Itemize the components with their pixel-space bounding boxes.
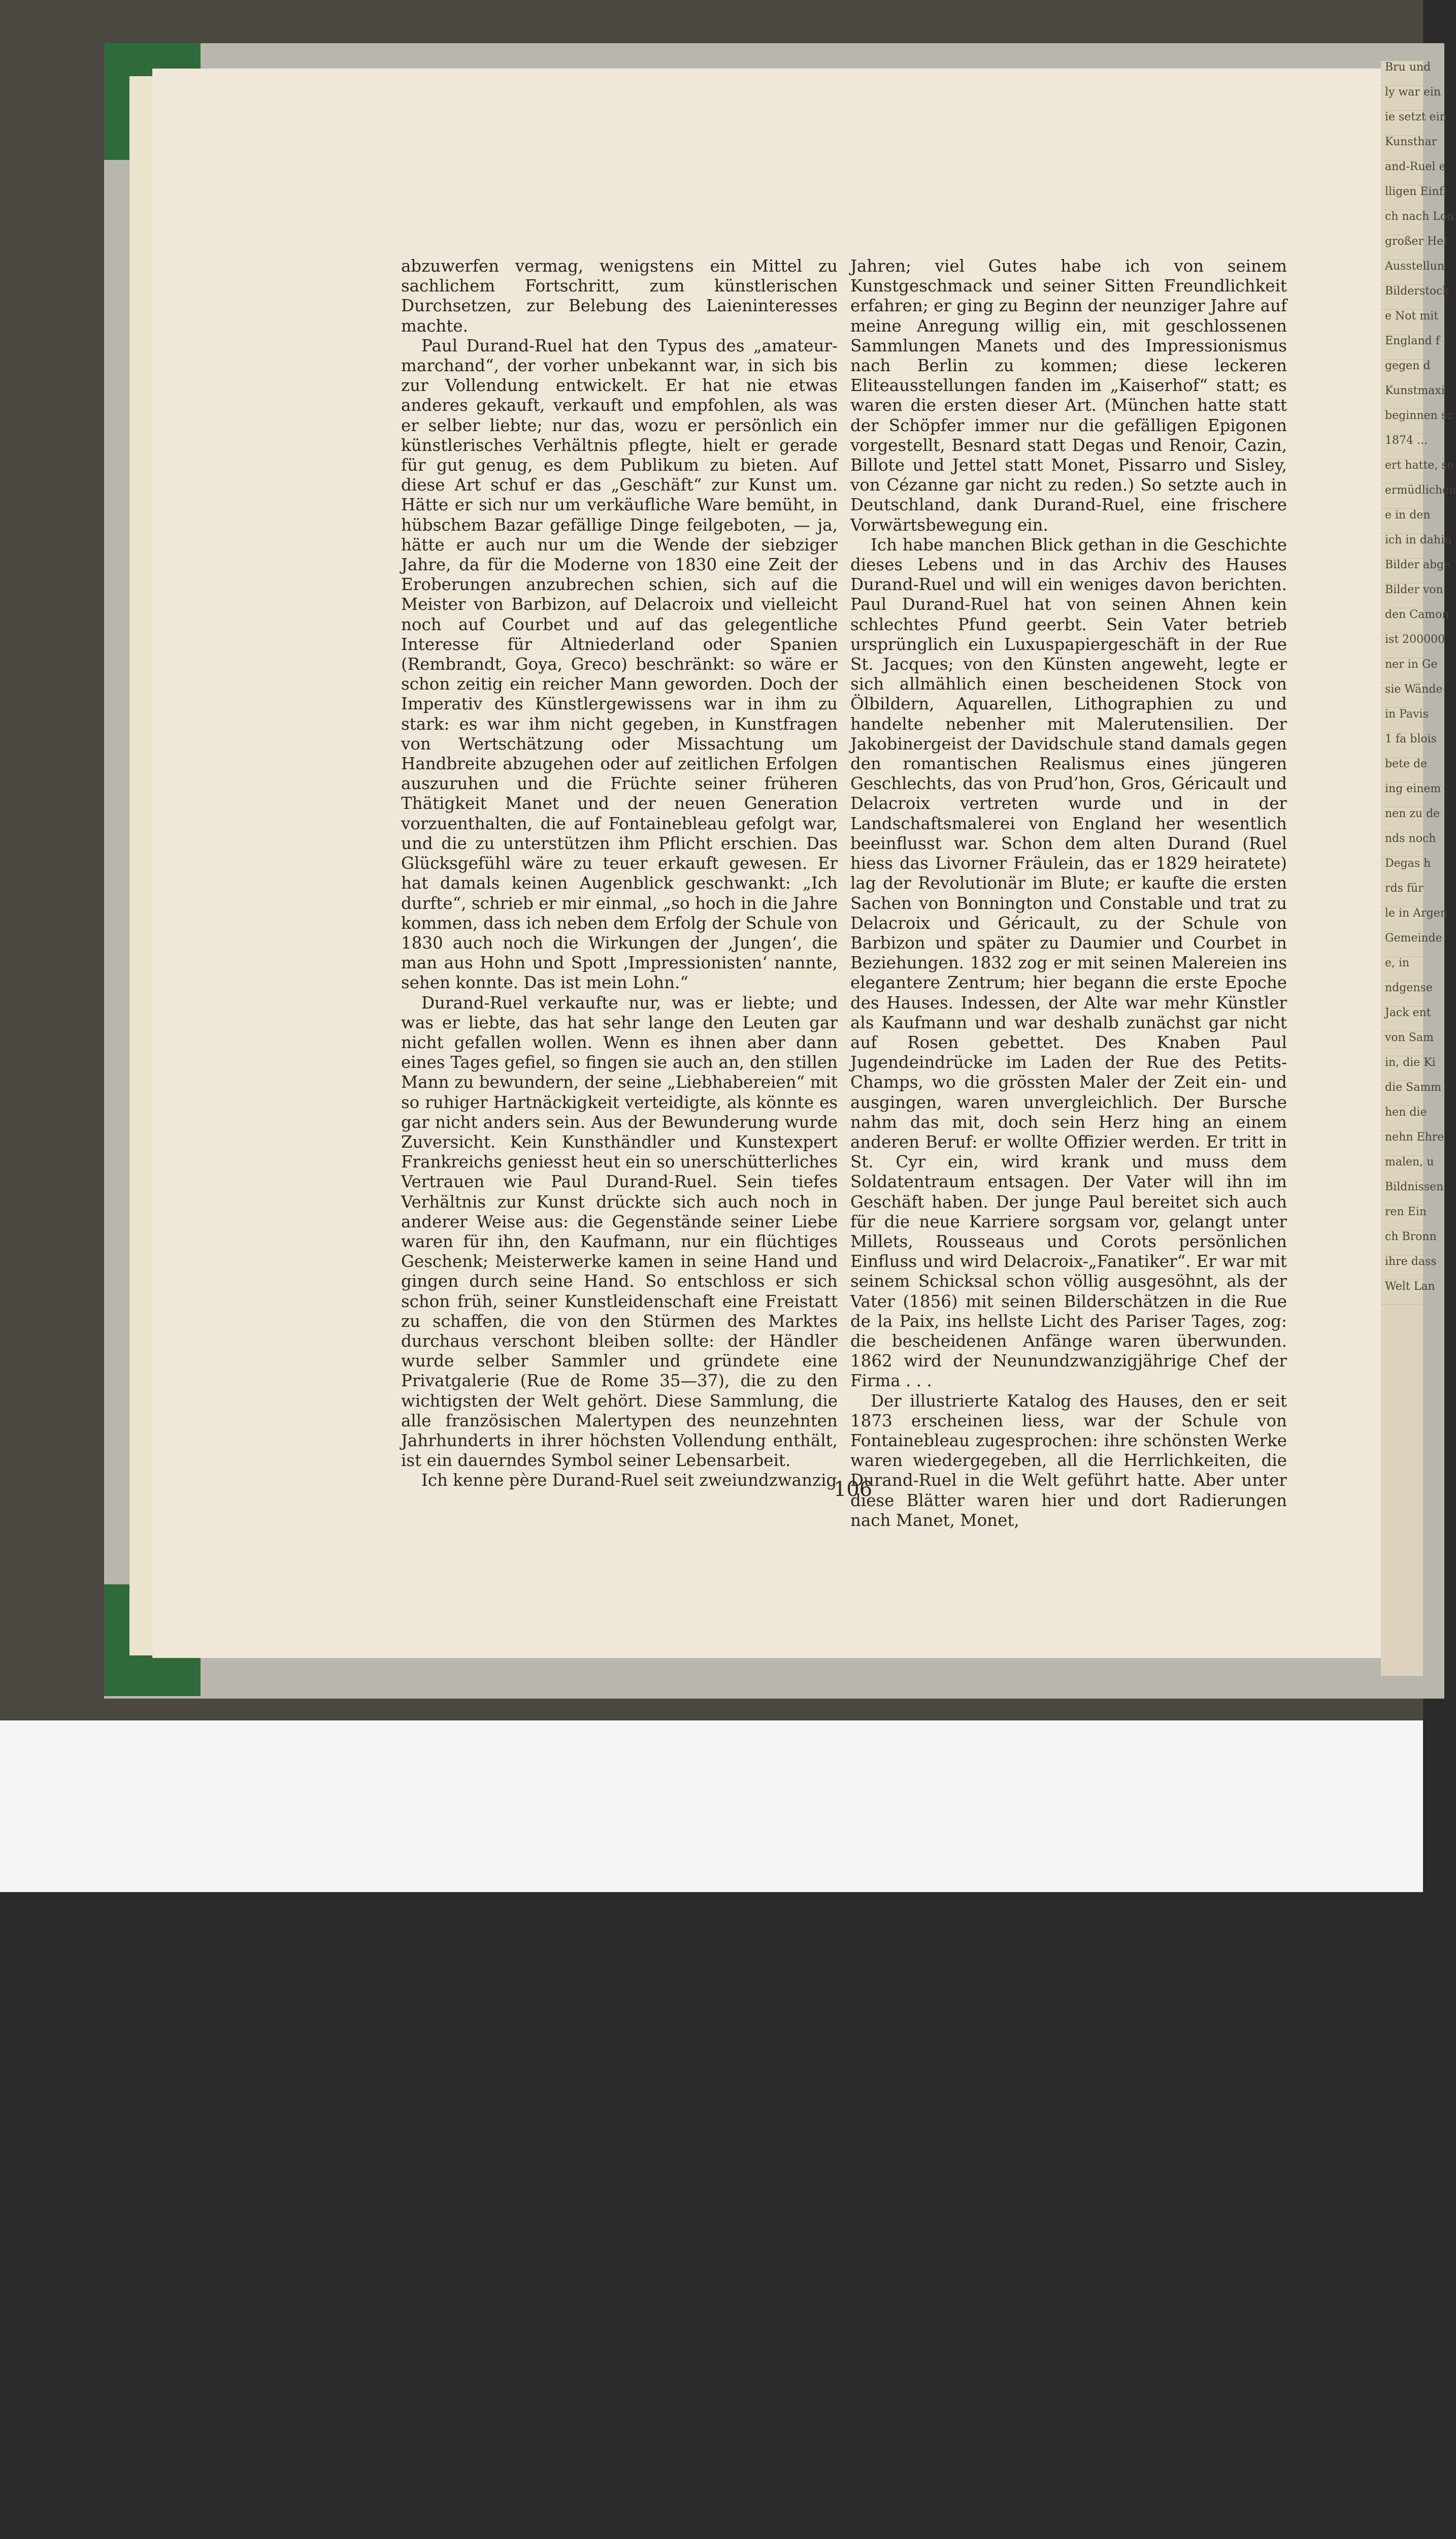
adjacent-page-strip [1381, 61, 1456, 1676]
adjacent-page-fragment: ermüdlichen [1381, 484, 1423, 509]
adjacent-page-fragment: in Pavis [1381, 708, 1423, 733]
viewer-footer [0, 1720, 1423, 1892]
adjacent-page-fragment: 1 fa blois [1381, 733, 1423, 758]
left-text-column [401, 256, 838, 1491]
adjacent-page-fragment: Bildnissen [1381, 1181, 1423, 1206]
adjacent-page-fragment: Gemeinde [1381, 932, 1423, 957]
adjacent-page-fragment: and-Ruel e [1381, 160, 1423, 185]
adjacent-page-fragment: 1874 ... [1381, 434, 1423, 459]
adjacent-page-fragment: hen die [1381, 1106, 1423, 1131]
adjacent-page-fragment: Jack ent [1381, 1006, 1423, 1031]
paragraph: Durand-Ruel verkaufte nur, was er liebte; und was er liebte, das hat sehr lange den Leuten gar nicht gefallen wollen. Wenn es ihnen aber dann eines Tages gefiel, so fingen sie auch an, den stillen Mann zu bewundern, der seine „Liebhabereien“ mit so ruhiger Hartnäckigkeit verteidigte, als könnte es gar nicht anders sein. Aus der Bewunderung wurde Zuversicht. Kein Kunsthändler und Kunstexpert Frankreichs geniesst heut ein so unerschütterliches Vertrauen wie Paul Durand-Ruel. Sein tiefes Verhältnis zur Kunst drückte sich auch noch in anderer Weise aus: die Gegenstände seiner Liebe waren für ihn, den Kaufmann, nur ein flüchtiges Geschenk; Meisterwerke kamen in seine Hand und gingen durch seine Hand. So entschloss er sich schon früh, seiner Kunstleidenschaft eine Freistatt zu schaffen, die von den Stürmen des Marktes durchaus verschont bleiben sollte: der Händler wurde selber Sammler und gründete eine Privatgalerie (Rue de Rome 35—37), die zu den wichtigsten der Welt gehört. Diese Sammlung, die alle französischen Malertypen des neunzehnten Jahrhunderts in ihrer höchsten Vollendung enthält, ist ein dauerndes Symbol seiner Lebensarbeit. [401, 993, 838, 1471]
adjacent-page-fragment: ing einem [1381, 783, 1423, 807]
adjacent-page-fragment: England f [1381, 335, 1423, 360]
adjacent-page-fragment: beginnen sc [1381, 409, 1423, 434]
adjacent-page-fragment: Bilder von [1381, 583, 1423, 608]
paragraph: Ich kenne père Durand-Ruel seit zweiundzwanzig [421, 1471, 837, 1490]
adjacent-page-fragment: ren Ein [1381, 1206, 1423, 1230]
adjacent-page-fragment: ie setzt ein [1381, 111, 1423, 136]
adjacent-page-fragment: ich in dahin [1381, 534, 1423, 559]
paragraph: Ich habe manchen Blick gethan in die Geschichte dieses Lebens und in das Archiv des Hauses Durand-Ruel und will ein weniges davon berichten. Paul Durand-Ruel hat von seinen Ahnen kein schlechtes Pfund geerbt. Sein Vater betrieb ursprünglich ein Luxuspapiergeschäft in der Rue St. Jacques; von den Künsten angeweht, legte er sich allmählich einen bescheidenen Stock von Ölbildern, Aquarellen, Lithographien zu und handelte nebenher mit Malerutensilien. Der Jakobinergeist der Davidschule stand damals gegen den romantischen Realismus eines jüngeren Geschlechts, das von Prud’hon, Gros, Géricault und Delacroix vertreten wurde und in der Landschaftsmalerei von England her wesentlich beeinflusst war. Schon dem alten Durand (Ruel hiess das Livorner Fräulein, das er 1829 heiratete) lag der Revolutionär im Blute; er kaufte die ersten Sachen von Bonnington und Constable und trat zu Delacroix und Géricault, zu der Schule von Barbizon und später zu Daumier und Courbet in Beziehungen. 1832 zog er mit seinen Malereien ins elegantere Zentrum; hier begann die erste Epoche des Hauses. Indessen, der Alte war mehr Künstler als Kaufmann und war deshalb zunächst gar nicht auf Rosen gebettet. Des Knaben Paul Jugendeindrücke im Laden der Rue des Petits-Champs, wo die grössten Maler der Zeit ein- und ausgingen, waren unvergleichlich. Der Bursche nahm das mit, doch sein Herz hing an einem anderen Beruf: er wollte Offizier werden. Er tritt in St. Cyr ein, wird krank und muss dem Soldatentraum entsagen. Der Vater will ihn im Geschäft haben. Der junge Paul bereitet sich auch für die neue Karriere sorgsam vor, gelangt unter Millets, Rousseaus und Corots persönlichen Einfluss und wird Delacroix-„Fanatiker“. Er war mit seinem Schicksal schon völlig ausgesöhnt, als der Vater (1856) mit seinen Bilderschätzen in die Rue de la Paix, ins hellste Licht des Pariser Tages, zog: die bescheidenen Anfänge waren überwunden. 1862 wird der Neunundzwanzigjährige Chef der Firma . . . [850, 535, 1287, 1391]
page-number: 106 [833, 1478, 873, 1501]
adjacent-page-fragment: Welt Lan [1381, 1280, 1423, 1305]
adjacent-page-fragment: Kunstmaxi [1381, 384, 1423, 409]
adjacent-page-fragment: die Samm [1381, 1081, 1423, 1106]
adjacent-page-fragment: le in Argen [1381, 907, 1423, 932]
paragraph: Paul Durand-Ruel hat den Typus des „amateur-marchand“, der vorher unbekannt war, in sich bis zur Vollendung entwickelt. Er hat nie etwas anderes gekauft, verkauft und empfohlen, als was er selber liebte; nur das, wozu er persönlich ein künstlerisches Verhältnis pflegte, hielt er gerade für gut genug, es dem Publikum zu bieten. Auf diese Art schuf er das „Geschäft“ zur Kunst um. Hätte er sich nur um verkäufliche Ware bemüht, in hübschem Bazar gefällige Dinge feilgeboten, — ja, hätte er auch nur um die Wende der siebziger Jahre, da für die Moderne von 1830 eine Zeit der Eroberungen anzubrechen schien, sich auf die Meister von Barbizon, auf Delacroix und vielleicht noch auf Courbet und auf das gelegentliche Interesse für Altniederland oder Spanien (Rembrandt, Goya, Greco) beschränkt: so wäre er schon zeitig ein reicher Mann geworden. Doch der Imperativ des Künstlergewissens war in ihm zu stark: es war ihm nicht gegeben, in Kunstfragen von Wertschätzung oder Missachtung um Handbreite abzugehen oder auf zeitlichen Erfolgen auszuruhen und die Früchte seiner früheren Thätigkeit Manet und der neuen Generation vorzuenthalten, die auf Fontainebleau gefolgt war, und die zu unterstützen ihm Pflicht erschien. Das Glücksgefühl wäre zu teuer erkauft gewesen. Er hat damals keinen Augenblick geschwankt: „Ich durfte“, schrieb er mir einmal, „so hoch in die Jahre kommen, dass ich neben dem Erfolg der Schule von 1830 auch noch die Wirkungen der ‚Jungen‘, die man aus Hohn und Spott ‚Impressionisten‘ nannte, sehen konnte. Das ist mein Lohn.“ [401, 336, 838, 993]
paragraph: abzuwerfen vermag, wenigstens ein Mittel zu sachlichem Fortschritt, zum künstlerischen Durchsetzen, zur Belebung des Laieninteresses machte. [401, 256, 838, 336]
adjacent-page-fragment: ist 200000 [1381, 633, 1423, 658]
adjacent-page-fragment: Bilder abge [1381, 559, 1423, 583]
adjacent-page-fragment: lligen Einfl [1381, 185, 1423, 210]
adjacent-page-fragment: ihre dass [1381, 1255, 1423, 1280]
adjacent-page-fragment: Degas h [1381, 857, 1423, 882]
adjacent-page-fragment: ner in Ge [1381, 658, 1423, 683]
paragraph: Jahren; viel Gutes habe ich von seinem Kunstgeschmack und seiner Sitten Freundlichkeit erfahren; er ging zu Beginn der neunziger Jahre auf meine Anregung willig ein, mit geschlossenen Sammlungen Manets und des Impressionismus nach Berlin zu kommen; diese leckeren Eliteausstellungen fanden im „Kaiserhof“ statt; es waren die ersten dieser Art. (München hatte statt der Schöpfer immer nur die gefälligen Epigonen vorgestellt, Besnard statt Degas und Renoir, Cazin, Billote und Jettel statt Monet, Pissarro und Sisley, von Cézanne gar nicht zu reden.) So setzte auch in Deutschland, dank Durand-Ruel, eine frischere Vorwärtsbewegung ein. [850, 256, 1287, 535]
adjacent-page-fragment: von Sam [1381, 1031, 1423, 1056]
paragraph: Der illustrierte Katalog des Hauses, den er seit 1873 erscheinen liess, war der Schule von Fontainebleau zugesprochen: ihre schönsten Werke waren wiedergegeben, all die Herrlichkeiten, die Durand-Ruel in die Welt geführt hatte. Aber unter diese Blätter waren hier und dort Radierungen nach Manet, Monet, [850, 1391, 1287, 1530]
adjacent-page-fragment: nds noch [1381, 832, 1423, 857]
adjacent-page-fragment: e Not mit [1381, 310, 1423, 335]
adjacent-page-fragment: Bilderstock [1381, 285, 1423, 310]
adjacent-page-fragment: e in den [1381, 509, 1423, 534]
adjacent-page-fragment: Ausstellun [1381, 260, 1423, 285]
adjacent-page-fragment: Bru und [1381, 61, 1423, 86]
adjacent-page-fragment: ert hatte, se [1381, 459, 1423, 484]
adjacent-page-fragment: e, in [1381, 957, 1423, 982]
adjacent-page-fragment: sie Wände [1381, 683, 1423, 708]
adjacent-page-fragment: den Camon [1381, 608, 1423, 633]
adjacent-page-fragment: ch nach Lon [1381, 210, 1423, 235]
right-text-column [850, 256, 1287, 1531]
adjacent-page-fragment: bete de [1381, 758, 1423, 783]
adjacent-page-fragment: großer Hel [1381, 235, 1423, 260]
adjacent-page-fragment: nehn Ehre [1381, 1131, 1423, 1156]
adjacent-page-fragment: Kunsthar [1381, 136, 1423, 160]
adjacent-page-fragment: ndgense [1381, 982, 1423, 1006]
adjacent-page-fragment: ch Bronn [1381, 1230, 1423, 1255]
adjacent-page-fragment: in, die Ki [1381, 1056, 1423, 1081]
adjacent-page-fragment: malen, u [1381, 1156, 1423, 1181]
adjacent-page-fragment: ly war ein [1381, 86, 1423, 111]
adjacent-page-fragment: gegen d [1381, 360, 1423, 384]
adjacent-page-fragment: nen zu de [1381, 807, 1423, 832]
adjacent-page-fragment: rds für [1381, 882, 1423, 907]
